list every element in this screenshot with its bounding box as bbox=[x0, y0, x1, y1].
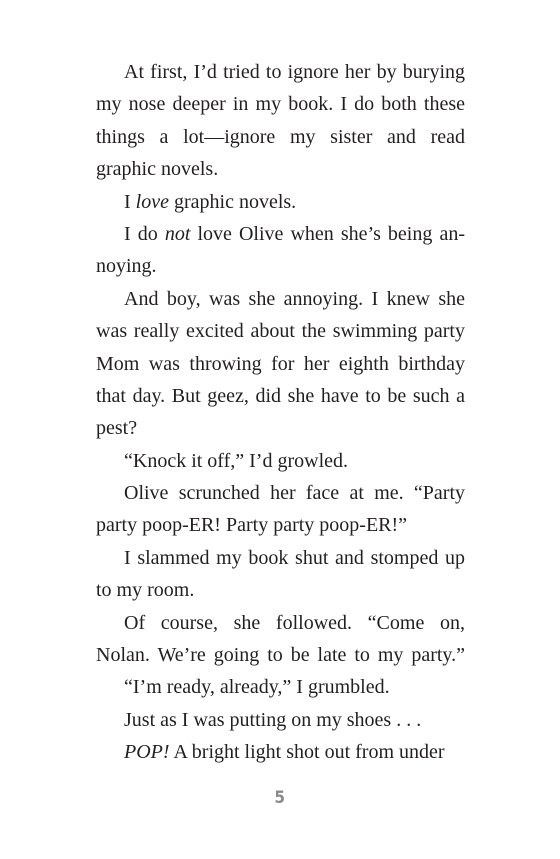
page-number: 5 bbox=[274, 788, 286, 808]
book-page-body bbox=[96, 56, 465, 769]
text-line: I slammed my book shut and stomped up bbox=[124, 546, 465, 569]
text-run: I do bbox=[124, 222, 165, 245]
text-line: pest? bbox=[96, 417, 138, 440]
text-line bbox=[96, 736, 465, 768]
text-run: graphic novels. bbox=[168, 190, 297, 213]
text-line: At first, I’d tried to ignore her by burying bbox=[124, 61, 465, 83]
text-line: “Knock it off,” I’d growled. bbox=[124, 449, 349, 472]
text-line: things a lot—ignore my sister and read bbox=[96, 125, 465, 148]
text-line: “I’m ready, already,” I grumbled. bbox=[124, 676, 390, 699]
emphasis-pop: POP! bbox=[124, 741, 170, 764]
text-line: Of course, she followed. “Come on, bbox=[124, 611, 465, 634]
text-line: my nose deeper in my book. I do both these bbox=[96, 93, 465, 116]
text-line: Mom was throwing for her eighth birthday bbox=[96, 352, 465, 375]
text-line: noying. bbox=[96, 255, 157, 278]
text-line: And boy, was she annoying. I knew she bbox=[124, 287, 465, 310]
text-run: I bbox=[124, 190, 136, 213]
text-run: A bright light shot out from under bbox=[169, 741, 445, 764]
text-line bbox=[96, 218, 465, 250]
emphasis-not: not bbox=[164, 222, 191, 245]
text-line: Just as I was putting on my shoes . . . bbox=[124, 708, 422, 731]
text-line: Nolan. We’re going to be late to my party.” bbox=[96, 644, 465, 667]
text-line: was really excited about the swimming party bbox=[96, 320, 465, 343]
text-run: love Olive when she’s being an- bbox=[190, 222, 465, 245]
text-line bbox=[96, 186, 465, 218]
text-line: graphic novels. bbox=[96, 158, 219, 181]
text-line: to my room. bbox=[96, 579, 195, 602]
text-line: that day. But geez, did she have to be such a bbox=[96, 384, 465, 407]
text-line: party poop-ER! Party party poop-ER!” bbox=[96, 514, 408, 537]
emphasis-love: love bbox=[135, 190, 169, 213]
text-line: Olive scrunched her face at me. “Party bbox=[124, 482, 465, 505]
